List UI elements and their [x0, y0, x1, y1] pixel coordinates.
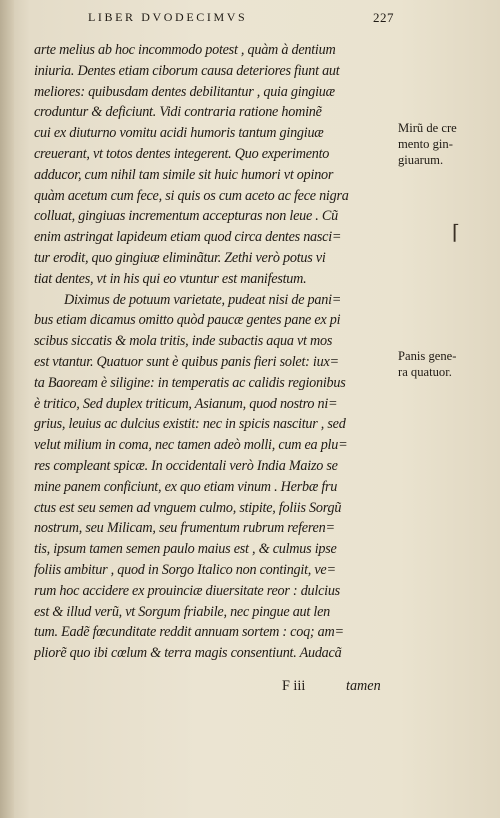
- text-line: scibus siccatis & mola tritis, inde subactis aqua vt mos: [34, 333, 333, 350]
- marginal-note-line: giuarum.: [398, 153, 444, 167]
- marginal-note-gums: [398, 120, 496, 168]
- text-line: nostrum, seu Milicam, seu frumentum rubrum referen=: [34, 520, 335, 537]
- text-line: tis, ipsum tamen semen paulo maius est , & culmus ipse: [34, 541, 337, 558]
- text-line: res compleant spicæ. In occidentali verò India Maizo se: [34, 457, 338, 474]
- text-line: tur erodit, quo gingiuæ eliminãtur. Zethi verò potus vi: [34, 249, 326, 266]
- body-text: [34, 40, 392, 664]
- text-line: tum. Eadẽ fœcunditate reddit annuam sortem : coq; am=: [34, 624, 344, 641]
- marginal-note-line: mento gin-: [398, 137, 453, 151]
- running-head: LIBER DVODECIMVS: [88, 10, 248, 24]
- text-line: colluat, gingiuas incrementum accepturas non leue . Cũ: [34, 208, 338, 225]
- marginal-note-bread: [398, 348, 496, 380]
- text-line: enim astringat lapideum etiam quod circa dentes nasci=: [34, 229, 342, 246]
- text-line: foliis ambitur , quod in Sorgo Italico non contingit, ve=: [34, 561, 336, 578]
- page-number: 227: [373, 10, 394, 25]
- text-line: adducor, cum nihil tam simile sit huic humori vt opinor: [34, 166, 334, 183]
- text-line: meliores: quibusdam dentes debilitantur , quia gingiuæ: [34, 83, 335, 100]
- marginal-note-line: Mirũ de cre: [398, 121, 457, 135]
- text-line: cui ex diuturno vomitu acidi humoris tantum gingiuæ: [34, 125, 324, 142]
- text-line: tiat dentes, vt in his qui eo vtuntur est manifestum.: [34, 270, 307, 287]
- text-line: quàm acetum cum fece, si quis os cum aceto ac fece nigra: [34, 187, 349, 204]
- text-line: Diximus de potuum varietate, pudeat nisi de pani=: [64, 291, 342, 308]
- text-line: rum hoc accidere ex prouinciæ diuersitate reor : dulcius: [34, 582, 340, 599]
- margin-bracket-mark: ⌈: [452, 222, 460, 244]
- signature-mark: F iii: [282, 678, 306, 694]
- text-line: bus etiam dicamus omitto quòd paucæ gentes pane ex pi: [34, 312, 341, 329]
- marginal-note-line: Panis gene-: [398, 349, 457, 363]
- text-line: creuerant, vt totos dentes integerent. Quo experimento: [34, 145, 330, 162]
- text-line: iniuria. Dentes etiam ciborum causa deteriores fiunt aut: [34, 62, 340, 79]
- text-line: grius, leuius ac dulcius existit: nec in spicis nascitur , sed: [34, 416, 346, 433]
- text-line: arte melius ab hoc incommodo potest , quàm à dentium: [34, 42, 336, 58]
- marginal-note-line: ra quatuor.: [398, 365, 452, 379]
- text-line: est & illud verũ, vt Sorgum friabile, nec pingue aut len: [34, 603, 330, 620]
- text-line: est vtantur. Quatuor sunt è quibus panis fieri solet: iux=: [34, 353, 339, 370]
- text-line: croduntur & deficiunt. Vidi contraria ratione hominẽ: [34, 104, 322, 121]
- text-line: ta Baoream è siligine: in temperatis ac calidis regionibus: [34, 374, 346, 391]
- catchword: tamen: [346, 678, 381, 694]
- text-line: velut milium in coma, nec tamen adeò molli, cum ea plu=: [34, 437, 348, 454]
- text-line: ctus est seu semen ad vnguem culmo, stipite, foliis Sorgũ: [34, 499, 342, 516]
- page-spine-shadow: [0, 0, 14, 818]
- text-line: pliorẽ quo ibi cœlum & terra magis consentiunt. Audacã: [34, 645, 342, 662]
- text-line: mine panem conficiunt, ex quo etiam vinum . Herbæ fru: [34, 478, 338, 495]
- text-line: è tritico, Sed duplex triticum, Asianum, quod nostro ni=: [34, 395, 338, 412]
